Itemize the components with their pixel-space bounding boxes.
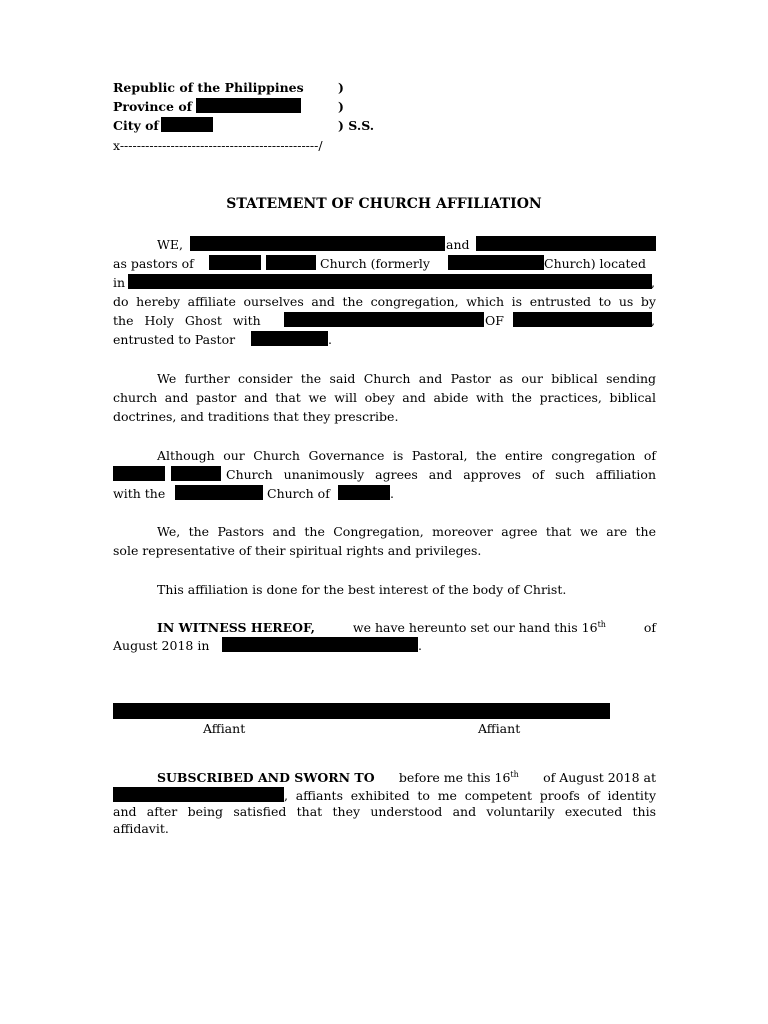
p6-line2: August 2018 in: [113, 638, 210, 653]
redaction-former-church: [448, 255, 544, 270]
p1-we: WE,: [157, 237, 183, 252]
redaction-location: [128, 274, 652, 289]
p7-line1: [157, 770, 656, 785]
p2-line3: doctrines, and traditions that they prescribe.: [113, 409, 399, 424]
p4-line1: We, the Pastors and the Congregation, moreover agree that we are the: [157, 524, 656, 539]
p7-line3: and after being satisfied that they understood and voluntarily executed this: [113, 804, 656, 819]
p1-holy-ghost: the Holy Ghost with: [113, 313, 261, 328]
header-ss: ) S.S.: [338, 118, 375, 133]
redaction-city: [161, 117, 213, 132]
p3-church-of: Church of: [267, 486, 330, 501]
p7-rest: [399, 770, 519, 785]
p6-period: .: [418, 638, 422, 653]
p1-church-formerly: Church (formerly: [320, 256, 430, 271]
p7-rest-text: before me this 16: [398, 770, 511, 785]
redaction-signatures: [113, 703, 610, 719]
p3-line1: Although our Church Governance is Pastoral, the entire congregation of: [157, 448, 656, 463]
document-title: STATEMENT OF CHURCH AFFILIATION: [226, 196, 542, 212]
affiant-label-1: Affiant: [203, 721, 246, 736]
p7-sup: th: [510, 769, 519, 779]
affiant-label-2: Affiant: [478, 721, 521, 736]
redaction-province: [196, 98, 301, 113]
p1-period: .: [328, 332, 332, 347]
header-paren-2: ): [338, 99, 344, 114]
redaction-affiliate-location: [513, 312, 652, 327]
redaction-pastor-2: [476, 236, 656, 251]
p7-line4: affidavit.: [113, 821, 169, 836]
p3-period: .: [390, 486, 394, 501]
p2-line1: We further consider the said Church and Pastor as our biblical sending: [157, 371, 656, 386]
header-republic: Republic of the Philippines: [113, 80, 304, 95]
p6-line1: [157, 620, 656, 635]
header-city: City of: [113, 118, 159, 133]
header-province: Province of: [113, 99, 193, 114]
redaction-pastor-1: [190, 236, 445, 251]
p6-rest-text: we have hereunto set our hand this 16: [352, 620, 598, 635]
redaction-affiliate-church-2: [175, 485, 263, 500]
p1-of: OF: [485, 313, 504, 328]
redaction-church-name-3: [113, 466, 165, 481]
header-paren-1: ): [338, 80, 344, 95]
redaction-sworn-place: [113, 787, 284, 802]
p6-rest: [353, 620, 606, 635]
p7-rest2: of August 2018 at: [543, 770, 656, 785]
p1-as-pastors: as pastors of: [113, 256, 194, 271]
p5-text: This affiliation is done for the best interest of the body of Christ.: [157, 582, 567, 597]
redaction-pastor-name: [251, 331, 328, 346]
p1-and: and: [446, 237, 470, 252]
p1-in: in: [113, 275, 126, 290]
p6-of: of: [643, 620, 656, 635]
p1-entrusted: entrusted to Pastor: [113, 332, 236, 347]
redaction-church-name-2: [266, 255, 316, 270]
p2-line2: church and pastor and that we will obey and abide with the practices, biblical: [113, 390, 656, 405]
p1-comma-2: ,: [651, 313, 655, 328]
p7-line2: , affiants exhibited to me competent proofs of identity: [284, 788, 656, 803]
p6-sup: th: [597, 619, 606, 629]
p4-line2: sole representative of their spiritual rights and privileges.: [113, 543, 482, 558]
p6-bold: IN WITNESS HEREOF,: [157, 620, 316, 635]
header-separator: x-----------------------------------------------/: [113, 138, 323, 153]
p1-comma-1: ,: [651, 275, 655, 290]
p1-church-located: Church) located: [544, 256, 646, 271]
p7-bold: SUBSCRIBED AND SWORN TO: [157, 770, 375, 785]
p1-line4: do hereby affiliate ourselves and the congregation, which is entrusted to us by: [113, 294, 656, 309]
redaction-affiliate-church: [284, 312, 484, 327]
p3-with-the: with the: [113, 486, 166, 501]
redaction-signing-place: [222, 637, 418, 652]
redaction-affiliate-city: [338, 485, 390, 500]
redaction-church-name-4: [171, 466, 221, 481]
redaction-church-name-1: [209, 255, 261, 270]
p3-line2: Church unanimously agrees and approves of such affiliation: [226, 467, 656, 482]
